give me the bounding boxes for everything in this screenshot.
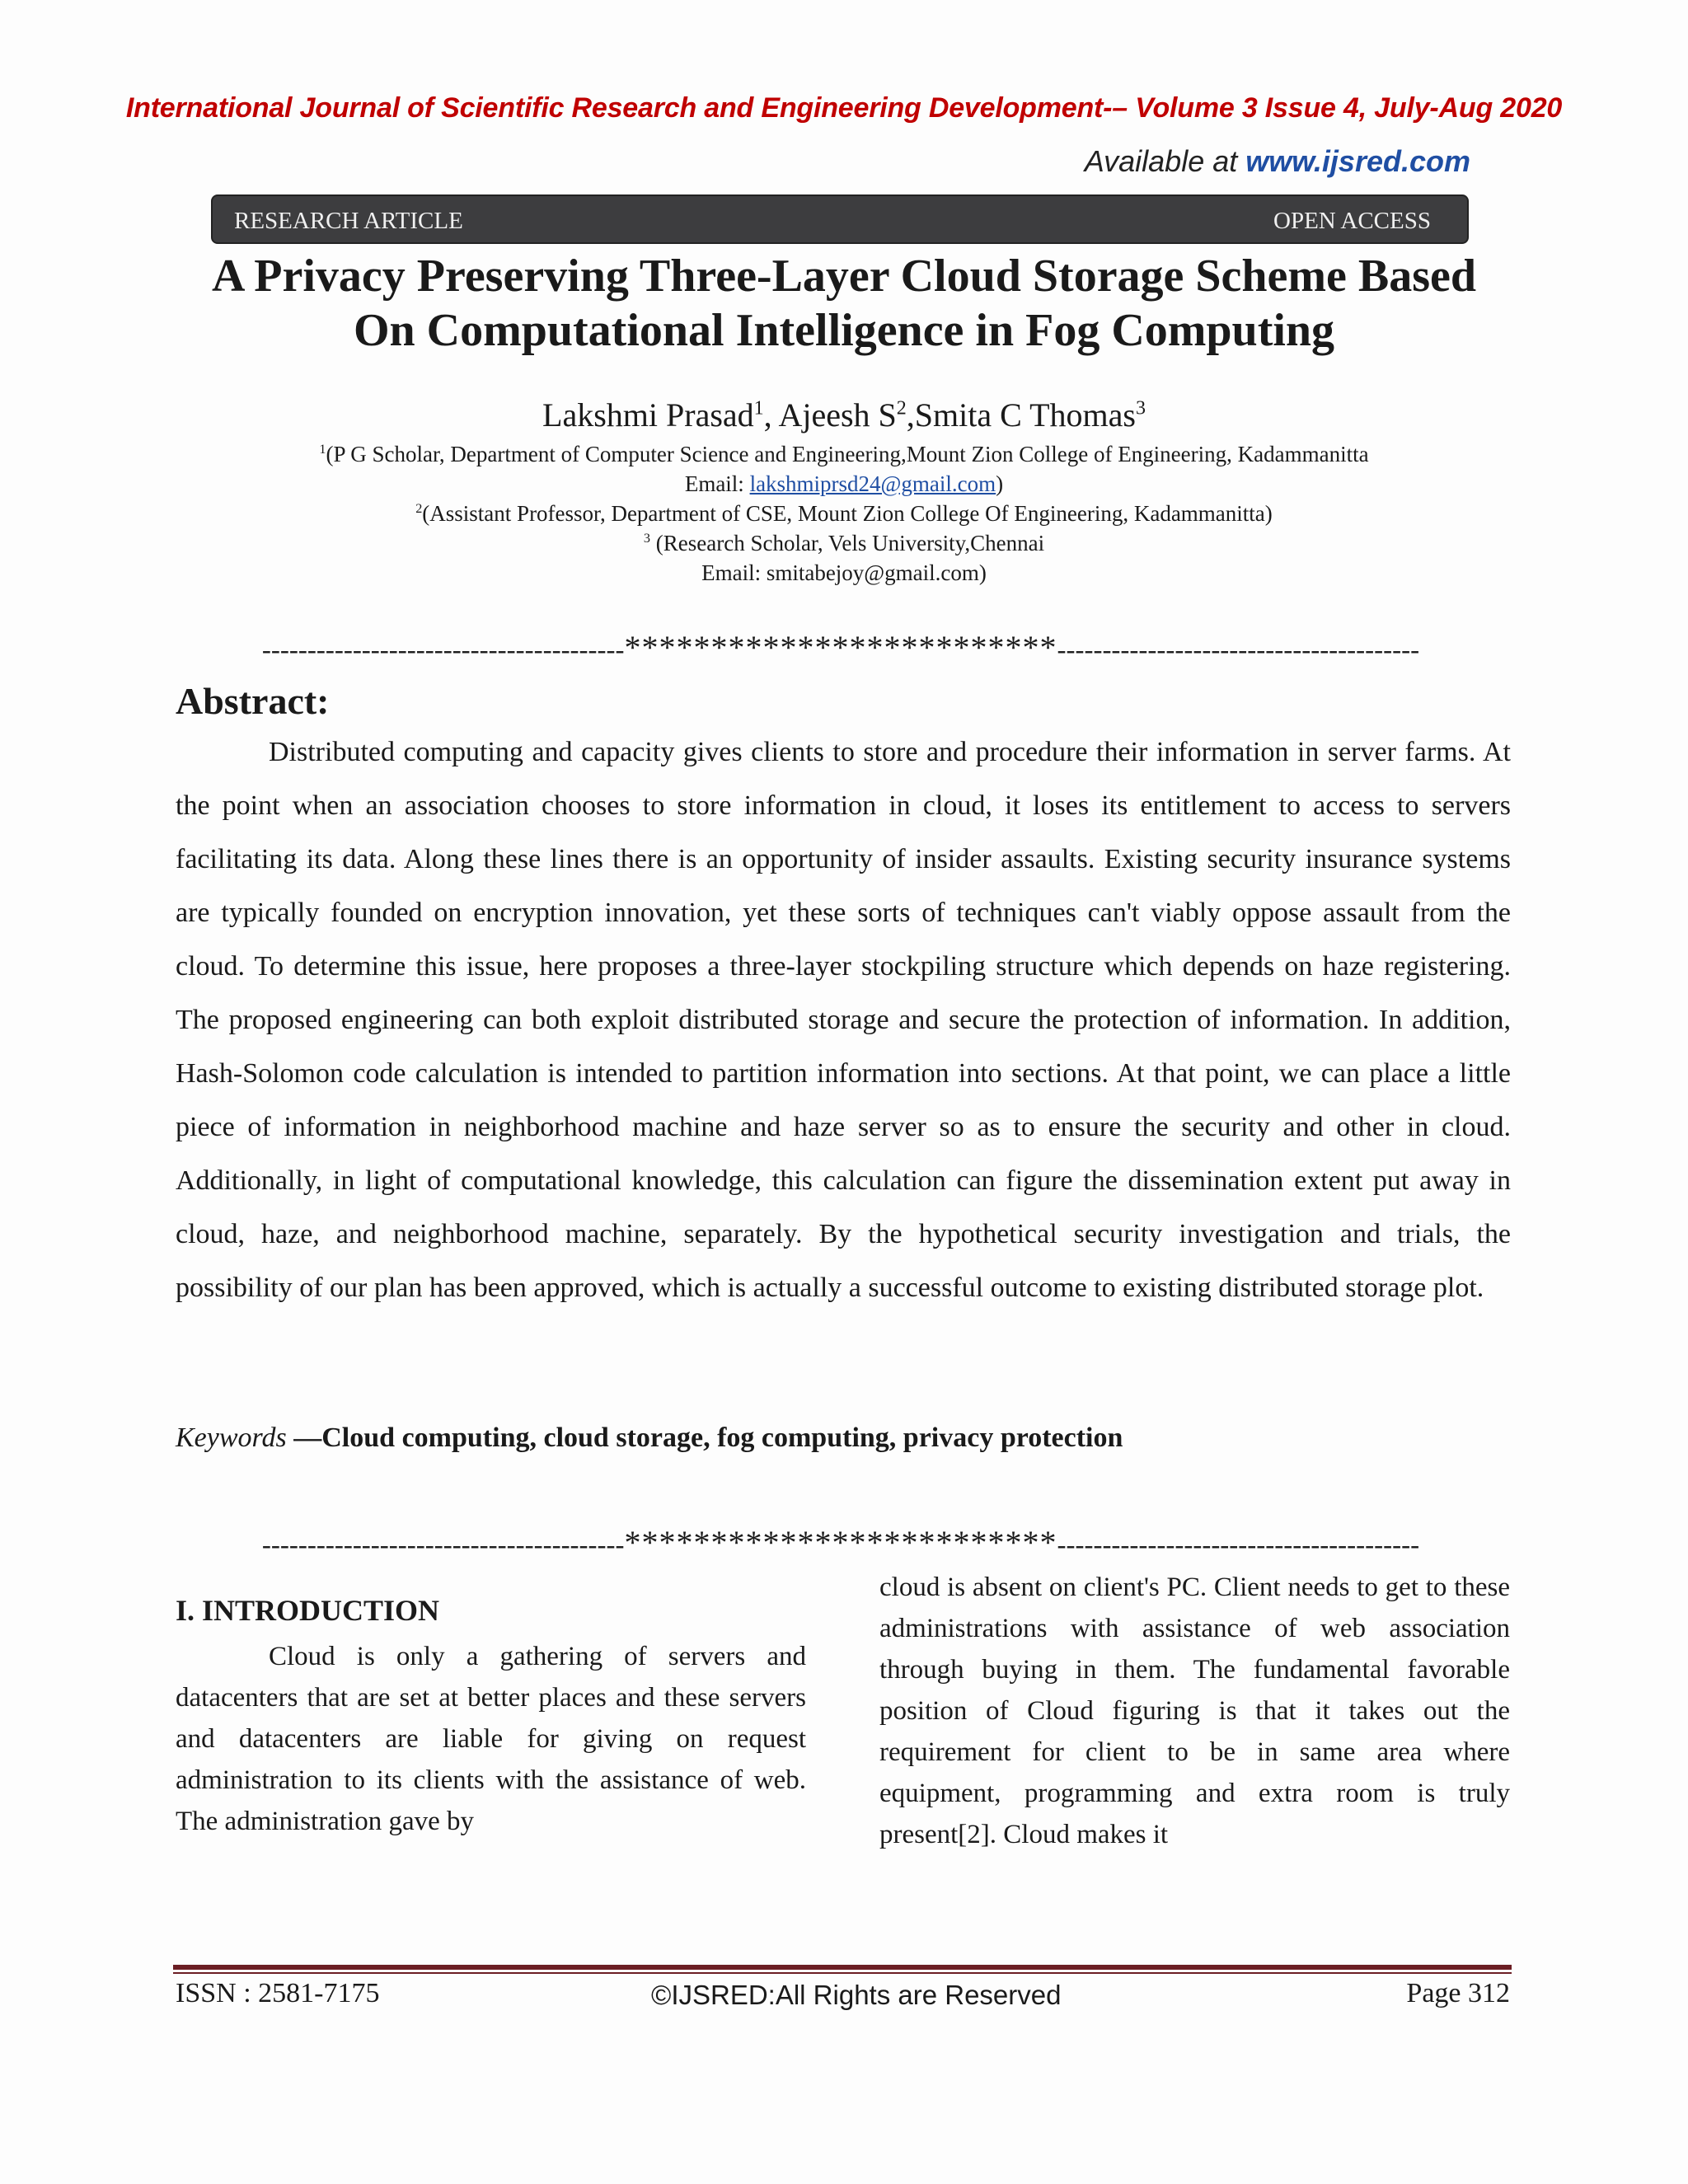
abstract-heading: Abstract: bbox=[176, 680, 330, 722]
journal-header: International Journal of Scientific Research and Engineering Development-– Volume 3 Issue 4, July-Aug 2020 bbox=[125, 92, 1563, 124]
affiliation-2 bbox=[0, 499, 1688, 528]
divider-dashes-left: ---------------------------------------- bbox=[261, 1530, 625, 1560]
section-divider-top bbox=[175, 628, 1507, 667]
article-type-banner bbox=[211, 194, 1469, 244]
open-access-label: OPEN ACCESS bbox=[1273, 208, 1431, 234]
available-prefix: Available at bbox=[1084, 144, 1246, 178]
footer-rule-thick bbox=[173, 1965, 1512, 1970]
affiliation-3 bbox=[0, 528, 1688, 558]
divider-dashes-right: ---------------------------------------- bbox=[1057, 1530, 1420, 1560]
author-1: Lakshmi Prasad bbox=[542, 396, 754, 434]
author-3: ,Smita C Thomas bbox=[906, 396, 1136, 434]
email-1-line bbox=[0, 469, 1688, 499]
section-divider-bottom bbox=[175, 1523, 1507, 1562]
affiliation-3-text: (Research Scholar, Vels University,Chennai bbox=[650, 531, 1045, 555]
abstract-body: Distributed computing and capacity gives clients to store and procedure their information in server farms. At the point when an association chooses to store information in cloud, it loses its entitlement to access to servers facilitating its data. Along these lines there is an opportunity of insider assaults. Existing security insurance systems are typically founded on encryption innovation, yet these sorts of techniques can't viably oppose assault from the cloud. To determine this issue, here proposes a three-layer stockpiling structure which depends on haze registering. The proposed engineering can both exploit distributed storage and secure the protection of information. In addition, Hash-Solomon code calculation is intended to partition information into sections. At that point, we can place a little piece of information in neighborhood machine and haze server so as to ensure the security and other in cloud. Additionally, in light of computational knowledge, this calculation can figure the dissemination extent put away in cloud, haze, and neighborhood machine, separately. By the hypothetical security investigation and trials, the possibility of our plan has been approved, which is actually a successful outcome to existing distributed storage plot. bbox=[176, 737, 1511, 1303]
keywords-line bbox=[176, 1422, 1123, 1454]
divider-stars: ************************* bbox=[624, 1524, 1057, 1561]
intro-right-paragraph: cloud is absent on client's PC. Client needs to get to these administrations with assistance of web association through buying in them. The fundamental favorable position of Cloud figuring is that it takes out the requirement for client to be in same area where equipment, programming and extra room is truly present[2]. Cloud makes it bbox=[879, 1572, 1510, 1849]
footer-copyright: ©IJSRED:All Rights are Reserved bbox=[651, 1980, 1062, 2010]
intro-left-paragraph: Cloud is only a gathering of servers and datacenters that are set at better places and these servers and datacenters are liable for giving on request administration to its clients with the assistance of web. The administration gave by bbox=[176, 1642, 806, 1836]
author-list bbox=[0, 396, 1688, 434]
email-3-line: Email: smitabejoy@gmail.com) bbox=[701, 560, 987, 585]
affiliation-1-text: (P G Scholar, Department of Computer Science and Engineering,Mount Zion College of Engineering, Kadammanitta bbox=[326, 442, 1369, 466]
email-1-link[interactable]: lakshmiprsd24@gmail.com bbox=[749, 471, 996, 496]
paper-title bbox=[148, 249, 1540, 358]
intro-left-column bbox=[176, 1590, 806, 1842]
title-line-1: A Privacy Preserving Three-Layer Cloud Storage Scheme Based bbox=[211, 251, 1477, 302]
affiliation-2-sup: 2 bbox=[415, 501, 423, 516]
keywords-text: —Cloud computing, cloud storage, fog computing, privacy protection bbox=[286, 1422, 1123, 1453]
divider-dashes-left: ---------------------------------------- bbox=[261, 635, 625, 665]
introduction-heading: I. INTRODUCTION bbox=[176, 1594, 440, 1627]
footer-page-number: Page 312 bbox=[1406, 1978, 1510, 2008]
intro-right-column bbox=[879, 1567, 1510, 1855]
footer-issn: ISSN : 2581-7175 bbox=[176, 1978, 380, 2008]
email-1-suffix: ) bbox=[996, 471, 1004, 496]
author-1-sup: 1 bbox=[753, 397, 764, 419]
affiliation-3-sup: 3 bbox=[643, 531, 651, 546]
journal-website-link[interactable]: www.ijsred.com bbox=[1245, 144, 1470, 178]
affiliation-2-text: (Assistant Professor, Department of CSE, Mount Zion College Of Engineering, Kadammanitta) bbox=[422, 501, 1273, 526]
author-2-sup: 2 bbox=[896, 397, 907, 419]
divider-stars: ************************* bbox=[624, 629, 1057, 666]
author-3-sup: 3 bbox=[1135, 397, 1146, 419]
email-1-prefix: Email: bbox=[684, 471, 750, 496]
availability-line bbox=[1085, 144, 1470, 179]
author-2: , Ajeesh S bbox=[763, 396, 897, 434]
affiliation-1 bbox=[0, 439, 1688, 469]
footer-rule-thin bbox=[173, 1972, 1512, 1974]
research-article-label: RESEARCH ARTICLE bbox=[234, 208, 463, 234]
affiliation-1-sup: 1 bbox=[319, 442, 326, 457]
keywords-label: Keywords bbox=[176, 1422, 287, 1453]
title-line-2: On Computational Intelligence in Fog Computing bbox=[353, 305, 1335, 356]
divider-dashes-right: ---------------------------------------- bbox=[1057, 635, 1420, 665]
